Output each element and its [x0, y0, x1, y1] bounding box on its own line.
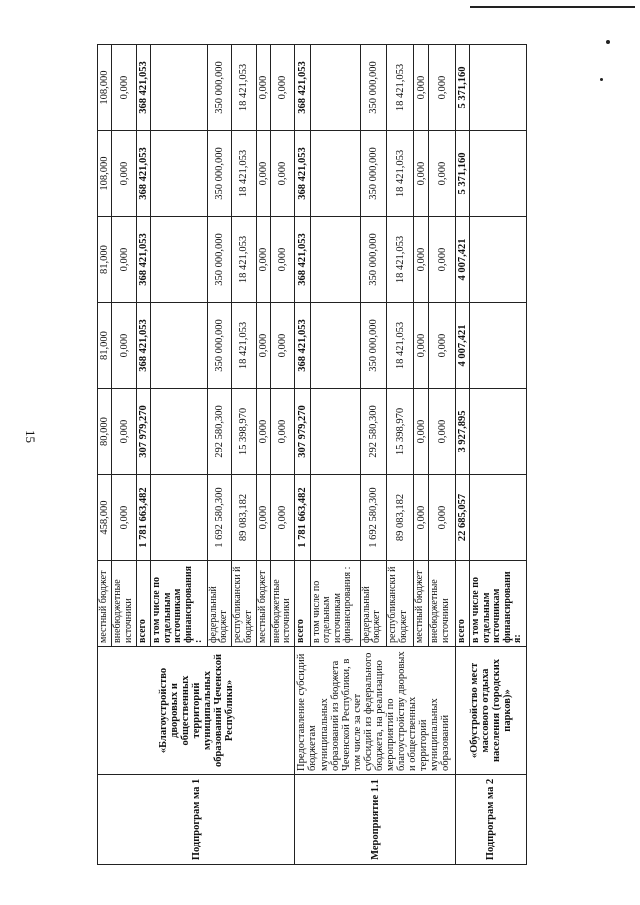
amount-cell: 18 421,053	[387, 45, 414, 131]
amount-cell: 0,000	[429, 303, 456, 389]
funding-source-label: всего	[295, 561, 311, 647]
amount-cell: 0,000	[429, 217, 456, 303]
budget-table-sheet	[97, 45, 527, 865]
funding-source-label: внебюджетные источники	[270, 561, 294, 647]
budget-table	[97, 44, 527, 865]
funding-source-label: республикански й бюджет	[232, 561, 256, 647]
amount-cell	[310, 45, 360, 131]
amount-cell: 18 421,053	[232, 217, 256, 303]
funding-source-label: федеральный бюджет	[360, 561, 387, 647]
amount-cell	[310, 475, 360, 561]
amount-cell: 89 083,182	[387, 475, 414, 561]
amount-cell: 368 421,053	[295, 217, 311, 303]
amount-cell: 1 692 580,300	[207, 475, 231, 561]
amount-cell: 81,000	[98, 217, 112, 303]
amount-cell: 18 421,053	[387, 303, 414, 389]
amount-cell: 368 421,053	[136, 131, 150, 217]
amount-cell: 0,000	[270, 475, 294, 561]
amount-cell	[470, 131, 527, 217]
amount-cell: 1 781 663,482	[136, 475, 150, 561]
amount-cell: 18 421,053	[387, 217, 414, 303]
amount-cell	[310, 131, 360, 217]
program-label: Подпрограм ма 1	[98, 775, 295, 865]
amount-cell: 0,000	[256, 217, 270, 303]
funding-source-label: республикански й бюджет	[387, 561, 414, 647]
program-label: Подпрограм ма 2	[455, 775, 526, 865]
amount-cell	[470, 389, 527, 475]
amount-cell: 0,000	[413, 303, 429, 389]
amount-cell	[470, 303, 527, 389]
table-row	[98, 45, 112, 865]
amount-cell: 81,000	[98, 303, 112, 389]
amount-cell	[310, 217, 360, 303]
amount-cell: 0,000	[413, 131, 429, 217]
program-label: Мероприятие 1.1	[295, 775, 455, 865]
amount-cell	[470, 475, 527, 561]
amount-cell: 5 371,160	[455, 45, 469, 131]
amount-cell: 350 000,000	[207, 131, 231, 217]
amount-cell: 0,000	[270, 45, 294, 131]
amount-cell: 0,000	[256, 45, 270, 131]
amount-cell: 368 421,053	[136, 303, 150, 389]
amount-cell: 89 083,182	[232, 475, 256, 561]
amount-cell: 0,000	[112, 475, 136, 561]
amount-cell: 18 421,053	[387, 131, 414, 217]
amount-cell: 0,000	[429, 45, 456, 131]
amount-cell: 307 979,270	[295, 389, 311, 475]
amount-cell: 4 007,421	[455, 303, 469, 389]
amount-cell: 368 421,053	[295, 303, 311, 389]
amount-cell: 1 781 663,482	[295, 475, 311, 561]
amount-cell	[151, 389, 208, 475]
amount-cell: 0,000	[429, 389, 456, 475]
amount-cell: 4 007,421	[455, 217, 469, 303]
funding-source-label: в том числе по отдельным источникам финансирования :	[310, 561, 360, 647]
funding-source-label: местный бюджет	[256, 561, 270, 647]
amount-cell: 292 580,300	[360, 389, 387, 475]
amount-cell: 350 000,000	[360, 303, 387, 389]
amount-cell: 22 685,057	[455, 475, 469, 561]
program-description: «Обустройство мест массового отдыха населения (городских парков)»	[455, 647, 526, 775]
amount-cell: 18 421,053	[232, 131, 256, 217]
amount-cell: 0,000	[256, 303, 270, 389]
top-rule	[470, 6, 635, 8]
amount-cell: 368 421,053	[136, 217, 150, 303]
funding-source-label: внебюджетные источники	[429, 561, 456, 647]
amount-cell: 368 421,053	[136, 45, 150, 131]
amount-cell: 0,000	[413, 45, 429, 131]
amount-cell: 0,000	[413, 389, 429, 475]
funding-source-label: внебюджетные источники	[112, 561, 136, 647]
amount-cell	[151, 45, 208, 131]
amount-cell: 5 371,160	[455, 131, 469, 217]
amount-cell: 15 398,970	[387, 389, 414, 475]
amount-cell: 0,000	[413, 217, 429, 303]
amount-cell: 350 000,000	[360, 217, 387, 303]
funding-source-label: местный бюджет	[413, 561, 429, 647]
table-row	[295, 45, 311, 865]
table-row	[455, 45, 469, 865]
amount-cell: 18 421,053	[232, 303, 256, 389]
amount-cell: 0,000	[112, 45, 136, 131]
amount-cell: 350 000,000	[360, 45, 387, 131]
funding-source-label: всего	[136, 561, 150, 647]
amount-cell: 0,000	[112, 389, 136, 475]
amount-cell	[310, 389, 360, 475]
amount-cell: 307 979,270	[136, 389, 150, 475]
amount-cell: 0,000	[256, 475, 270, 561]
amount-cell: 0,000	[270, 303, 294, 389]
amount-cell: 368 421,053	[295, 45, 311, 131]
program-description: «Благоустройство дворовых и общественных территорий муниципальных образований Чеченской Республики»	[98, 647, 295, 775]
amount-cell: 0,000	[112, 131, 136, 217]
amount-cell: 0,000	[429, 475, 456, 561]
funding-source-label: местный бюджет	[98, 561, 112, 647]
amount-cell	[310, 303, 360, 389]
amount-cell: 0,000	[413, 475, 429, 561]
amount-cell: 0,000	[256, 389, 270, 475]
amount-cell: 0,000	[256, 131, 270, 217]
amount-cell: 0,000	[112, 303, 136, 389]
amount-cell	[470, 217, 527, 303]
amount-cell: 0,000	[270, 217, 294, 303]
amount-cell: 0,000	[270, 389, 294, 475]
amount-cell: 350 000,000	[207, 303, 231, 389]
funding-source-label: в том числе по отдельным источникам финансирования :	[151, 561, 208, 647]
amount-cell: 368 421,053	[295, 131, 311, 217]
program-description: Предоставление субсидий бюджетам муниципальных образований из бюджета Чеченской Республики, в том числе за счет субсидий из федерального бюджета, на реализацию мероприятий по благоустройству дворовых и общественных территорий муниципальных образований	[295, 647, 455, 775]
amount-cell: 350 000,000	[360, 131, 387, 217]
amount-cell: 18 421,053	[232, 45, 256, 131]
amount-cell: 0,000	[270, 131, 294, 217]
funding-source-label: в том числе по отдельным источникам финансировани я:	[470, 561, 527, 647]
amount-cell: 0,000	[429, 131, 456, 217]
amount-cell: 350 000,000	[207, 45, 231, 131]
page-number: 15	[23, 430, 38, 443]
scan-dot	[606, 40, 610, 44]
amount-cell: 350 000,000	[207, 217, 231, 303]
amount-cell: 292 580,300	[207, 389, 231, 475]
amount-cell: 3 927,895	[455, 389, 469, 475]
amount-cell: 1 692 580,300	[360, 475, 387, 561]
amount-cell	[151, 303, 208, 389]
funding-source-label: федеральный бюджет	[207, 561, 231, 647]
amount-cell: 108,000	[98, 45, 112, 131]
amount-cell: 0,000	[112, 217, 136, 303]
amount-cell	[151, 217, 208, 303]
scan-dot	[600, 78, 603, 81]
amount-cell	[151, 475, 208, 561]
funding-source-label: всего	[455, 561, 469, 647]
amount-cell	[151, 131, 208, 217]
amount-cell: 458,000	[98, 475, 112, 561]
amount-cell: 80,000	[98, 389, 112, 475]
amount-cell: 108,000	[98, 131, 112, 217]
amount-cell	[470, 45, 527, 131]
amount-cell: 15 398,970	[232, 389, 256, 475]
